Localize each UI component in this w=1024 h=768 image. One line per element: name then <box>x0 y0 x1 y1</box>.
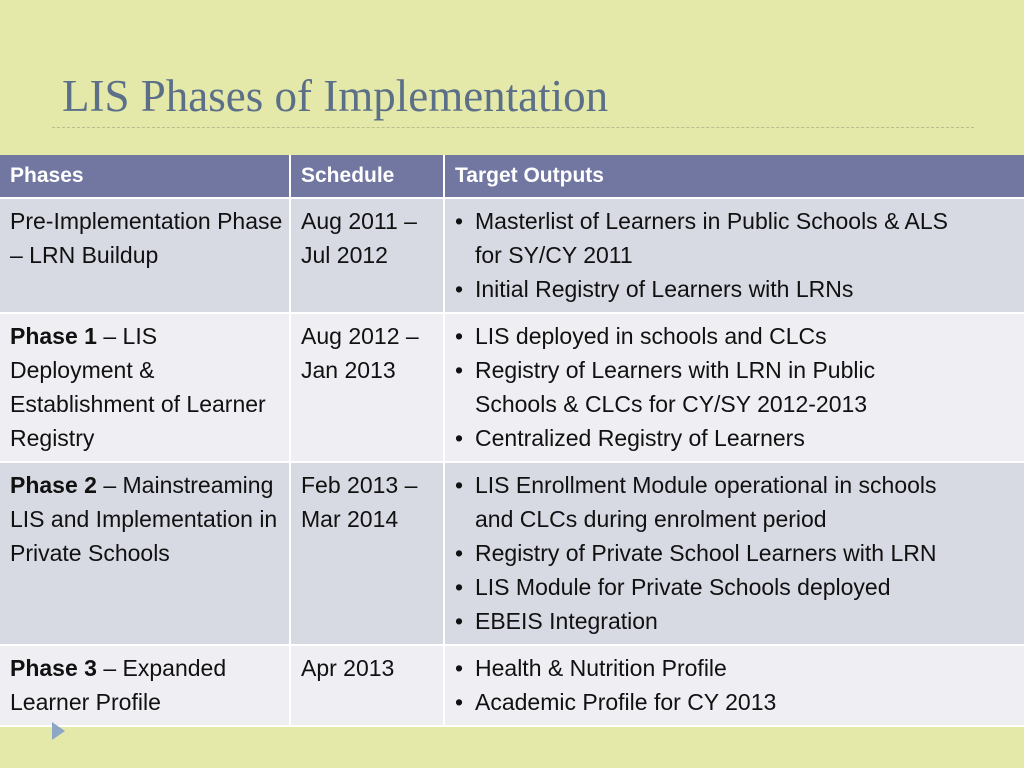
output-item: • EBEIS Integration <box>455 604 1020 638</box>
output-item: • Registry of Private School Learners with LRN <box>455 536 1020 570</box>
output-item: • LIS Enrollment Module operational in schools and CLCs during enrolment period <box>455 468 1020 536</box>
table-row <box>0 645 1024 726</box>
table-header-row <box>0 155 1024 198</box>
phase-cell <box>0 645 290 726</box>
schedule-cell: Aug 2011 – Jul 2012 <box>290 198 444 313</box>
outputs-cell <box>444 645 1024 726</box>
output-item: • Initial Registry of Learners with LRNs <box>455 272 1020 306</box>
output-item: • Centralized Registry of Learners <box>455 421 1020 455</box>
play-arrow-icon[interactable] <box>52 722 65 740</box>
phase-description: – LIS Deployment & Establishment of Learner Registry <box>10 323 266 451</box>
output-item: • LIS Module for Private Schools deployed <box>455 570 1020 604</box>
schedule-cell: Apr 2013 <box>290 645 444 726</box>
table-row <box>0 313 1024 462</box>
output-item: • LIS deployed in schools and CLCs <box>455 319 1020 353</box>
phase-name: Phase 2 <box>10 472 97 498</box>
header-target-outputs: Target Outputs <box>444 155 1024 198</box>
slide-title: LIS Phases of Implementation <box>62 71 609 121</box>
outputs-list <box>455 651 1020 719</box>
outputs-cell <box>444 313 1024 462</box>
output-item: • Masterlist of Learners in Public Schools & ALS for SY/CY 2011 <box>455 204 1020 272</box>
output-item: • Registry of Learners with LRN in Public Schools & CLCs for CY/SY 2012-2013 <box>455 353 1020 421</box>
phase-cell <box>0 462 290 645</box>
table-row <box>0 462 1024 645</box>
phase-cell <box>0 313 290 462</box>
phase-cell <box>0 198 290 313</box>
phase-description: Pre-Implementation Phase – LRN Buildup <box>10 208 283 268</box>
outputs-cell <box>444 462 1024 645</box>
phase-name: Phase 1 <box>10 323 97 349</box>
title-divider <box>52 127 974 128</box>
phase-description: – Expanded Learner Profile <box>10 655 227 715</box>
output-item: • Academic Profile for CY 2013 <box>455 685 1020 719</box>
outputs-cell <box>444 198 1024 313</box>
output-item: • Health & Nutrition Profile <box>455 651 1020 685</box>
outputs-list <box>455 204 1020 306</box>
implementation-table-container <box>0 155 1024 727</box>
table-row <box>0 198 1024 313</box>
header-phases: Phases <box>0 155 290 198</box>
schedule-cell: Feb 2013 – Mar 2014 <box>290 462 444 645</box>
outputs-list <box>455 319 1020 455</box>
phase-description: – Mainstreaming LIS and Implementation in Private Schools <box>10 472 278 566</box>
header-schedule: Schedule <box>290 155 444 198</box>
outputs-list <box>455 468 1020 638</box>
implementation-table <box>0 155 1024 727</box>
phase-name: Phase 3 <box>10 655 97 681</box>
schedule-cell: Aug 2012 – Jan 2013 <box>290 313 444 462</box>
